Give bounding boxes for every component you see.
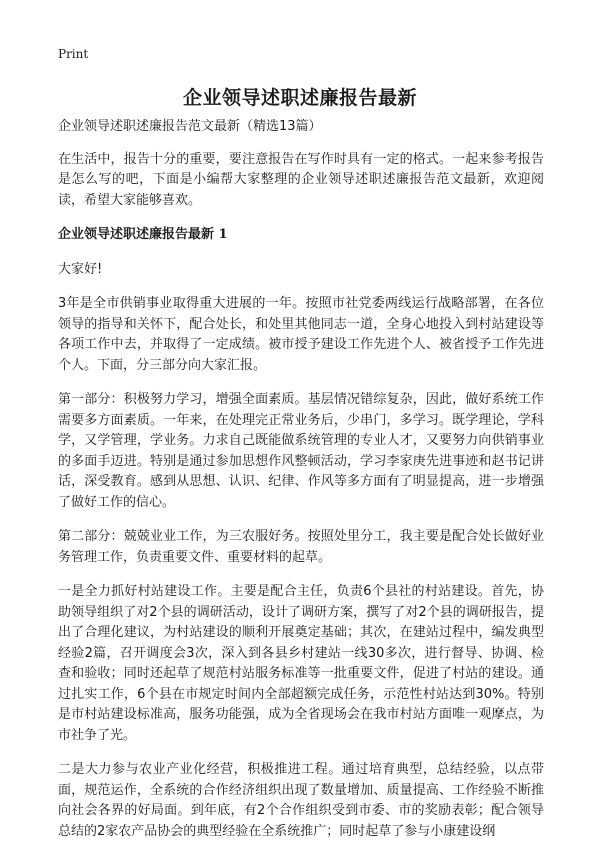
document-subtitle: 企业领导述职述廉报告范文最新（精选13篇） bbox=[58, 119, 322, 134]
intro-paragraph: 在生活中，报告十分的重要，要注意报告在写作时具有一定的格式。一起来参考报告是怎么写的吧，下面是小编帮大家整理的企业领导述职述廉报告范文最新，欢迎阅读，希望大家能够喜欢。 bbox=[58, 151, 544, 208]
body-paragraph: 二是大力参与农业产业化经营，积极推进工程。通过培育典型，总结经验，以点带面，规范运作，全系统的合作经济组织出现了数量增加、质量提高、工作经验不断推向社会各界的好局面。到年底，有2个合作组织受到市委、市的奖励表彰；配合领导总结的2家农产品协会的典型经验在全系统推广；同时起草了参与小康建设纲 bbox=[58, 762, 544, 839]
page-title: 企业领导述职述廉报告最新 bbox=[182, 87, 417, 109]
document-body bbox=[58, 117, 544, 856]
body-paragraph: 一是全力抓好村站建设工作。主要是配合主任，负责6个县社的村站建设。首先，协助领导组织了对2个县的调研活动，设计了调研方案，撰写了对2个县的调研报告，提出了合理化建议，为村站建设的顺利开展奠定基础；其次，在建站过程中，编发典型经验2篇，召开调度会3次，深入到各县乡村建站一线30多次，进行督导、协调、检查和验收；同时还起草了规范村站服务标准等一批重要文件，促进了村站的建设。通过扎实工作，6个县在市规定时间内全部超额完成任务，示范性村站达到30%。特别是市村站建设标准高，服务功能强，成为全省现场会在我市村站方面唯一观摩点，为市社争了光。 bbox=[58, 584, 544, 743]
section-heading: 企业领导述职述廉报告最新 1 bbox=[58, 227, 228, 242]
print-link[interactable]: Print bbox=[58, 47, 89, 61]
body-paragraph: 3年是全市供销事业取得重大进展的一年。按照市社党委两线运行战略部署，在各位领导的指导和关怀下，配合处长，和处里其他同志一道，全身心地投入到村站建设等各项工作中去，并取得了一定成绩。被市授予建设工作先进个人、被省授予工作先进个人。下面，分三部分向大家汇报。 bbox=[58, 296, 544, 373]
greeting: 大家好! bbox=[58, 261, 103, 277]
body-paragraph: 第一部分：积极努力学习，增强全面素质。基层情况错综复杂，因此，做好系统工作需要多方面素质。一年来，在处理完正常业务后，少串门，多学习。既学理论，学科学，又学管理，学业务。力求自己既能做系统管理的专业人才，又要努力向供销事业的多面手迈进。特别是通过参加思想作风整顿活动，学习李家庚先进事迹和赵书记讲话，深受教育。感到从思想、认识、纪律、作风等多方面有了明显提高，进一步增强了做好工作的信心。 bbox=[58, 392, 544, 510]
body-paragraph: 第二部分：兢兢业业工作，为三农服好务。按照处里分工，我主要是配合处长做好业务管理工作，负责重要文件、重要材料的起草。 bbox=[58, 529, 544, 565]
